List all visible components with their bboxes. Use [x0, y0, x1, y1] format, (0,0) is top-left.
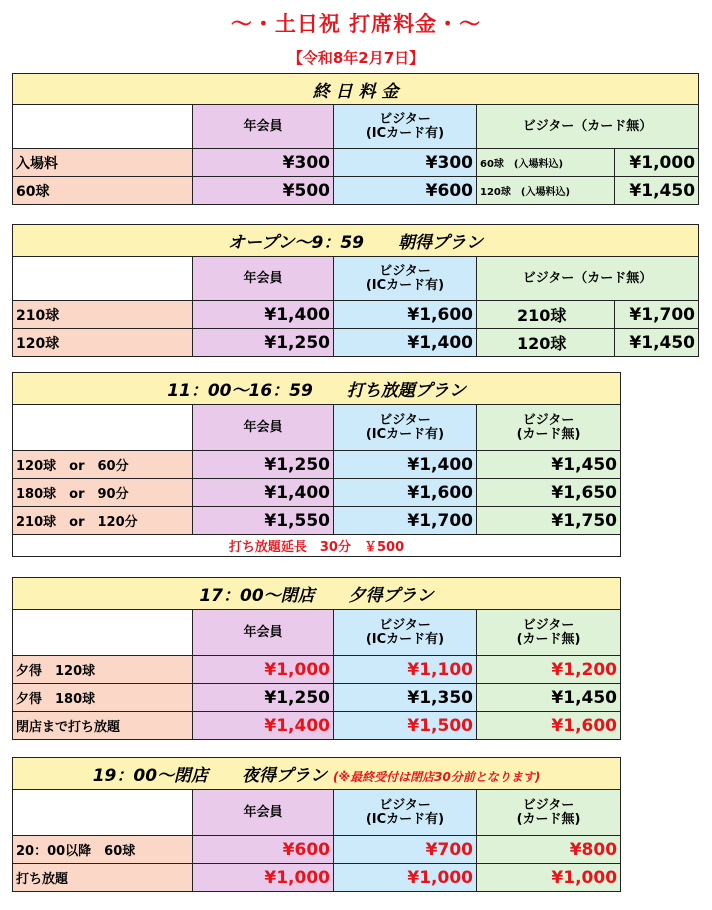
row-label: 60球 — [13, 177, 193, 205]
member-price: ¥300 — [193, 149, 334, 177]
visitor-ic-header: ビジター (ICカード有) — [334, 105, 477, 149]
visitor-nocard-price: ¥1,450 — [615, 177, 699, 205]
visitor-ic-header: ビジター (ICカード有) — [334, 257, 477, 301]
unlimited-plan-table — [12, 372, 621, 557]
table-row — [13, 864, 621, 892]
section-title: オープン～9：59 朝得プラン — [13, 225, 699, 257]
section-title: 17：00～閉店 夕得プラン — [13, 578, 621, 610]
visitor-ic-price: ¥700 — [334, 836, 477, 864]
section-title: 19：00～閉店 夜得プラン — [92, 766, 328, 786]
table-row — [13, 479, 621, 507]
row-label: 180球 or 90分 — [13, 479, 193, 507]
visitor-ic-price: ¥1,500 — [334, 712, 477, 740]
page-title: ～・土日祝 打席料金・～ — [230, 12, 482, 36]
member-price: ¥500 — [193, 177, 334, 205]
table-row — [13, 329, 699, 357]
row-label: 120球 or 60分 — [13, 451, 193, 479]
visitor-nocard-price: ¥1,450 — [615, 329, 699, 357]
visitor-ic-price: ¥1,000 — [334, 864, 477, 892]
blank-header-cell — [13, 257, 193, 301]
member-price: ¥1,550 — [193, 507, 334, 535]
visitor-ic-price: ¥1,700 — [334, 507, 477, 535]
nocard-note: 210球 — [477, 301, 615, 329]
visitor-ic-header: ビジター (ICカード有) — [334, 405, 477, 451]
member-price: ¥1,000 — [193, 656, 334, 684]
member-price: ¥1,250 — [193, 451, 334, 479]
visitor-ic-price: ¥1,600 — [334, 479, 477, 507]
visitor-nocard-price: ¥1,450 — [477, 684, 621, 712]
section-title: 11：00～16：59 打ち放題プラン — [13, 373, 621, 405]
nocard-note: 120球 (入場料込) — [477, 177, 615, 205]
evening-plan-table — [12, 577, 621, 740]
section-title-cell — [13, 758, 621, 790]
section-title: 終 日 料 金 — [13, 74, 699, 105]
visitor-nocard-price: ¥1,650 — [477, 479, 621, 507]
table-row — [13, 301, 699, 329]
visitor-nocard-header: ビジター（カード無） — [477, 105, 699, 149]
member-price: ¥1,400 — [193, 301, 334, 329]
member-price: ¥1,400 — [193, 712, 334, 740]
blank-header-cell — [13, 790, 193, 836]
visitor-nocard-price: ¥1,450 — [477, 451, 621, 479]
blank-header-cell — [13, 610, 193, 656]
visitor-nocard-price: ¥1,000 — [477, 864, 621, 892]
all-day-price-table — [12, 73, 699, 205]
member-header: 年会員 — [193, 610, 334, 656]
visitor-nocard-price: ¥1,700 — [615, 301, 699, 329]
extension-note: 打ち放題延長 30分 ￥500 — [13, 535, 621, 557]
effective-date: 【令和8年2月7日】 — [287, 49, 425, 67]
visitor-ic-price: ¥1,100 — [334, 656, 477, 684]
row-label: 入場料 — [13, 149, 193, 177]
row-label: 20：00以降 60球 — [13, 836, 193, 864]
blank-header-cell — [13, 405, 193, 451]
table-row — [13, 836, 621, 864]
visitor-ic-price: ¥1,350 — [334, 684, 477, 712]
table-row — [13, 451, 621, 479]
last-entry-note: (※最終受付は閉店30分前となります) — [332, 770, 541, 784]
nocard-note: 120球 — [477, 329, 615, 357]
blank-header-cell — [13, 105, 193, 149]
table-row — [13, 177, 699, 205]
member-price: ¥600 — [193, 836, 334, 864]
visitor-nocard-header: ビジター（カード無） — [477, 257, 699, 301]
row-label: 夕得 120球 — [13, 656, 193, 684]
member-price: ¥1,400 — [193, 479, 334, 507]
member-price: ¥1,250 — [193, 684, 334, 712]
visitor-nocard-header: ビジター (カード無) — [477, 790, 621, 836]
visitor-nocard-price: ¥1,750 — [477, 507, 621, 535]
visitor-nocard-price: ¥1,600 — [477, 712, 621, 740]
row-label: 210球 or 120分 — [13, 507, 193, 535]
visitor-ic-price: ¥1,400 — [334, 329, 477, 357]
table-row — [13, 507, 621, 535]
member-price: ¥1,250 — [193, 329, 334, 357]
member-price: ¥1,000 — [193, 864, 334, 892]
visitor-nocard-header: ビジター (カード無) — [477, 405, 621, 451]
visitor-nocard-price: ¥1,200 — [477, 656, 621, 684]
member-header: 年会員 — [193, 105, 334, 149]
member-header: 年会員 — [193, 405, 334, 451]
visitor-nocard-price: ¥1,000 — [615, 149, 699, 177]
row-label: 閉店まで打ち放題 — [13, 712, 193, 740]
visitor-ic-header: ビジター (ICカード有) — [334, 790, 477, 836]
visitor-ic-price: ¥300 — [334, 149, 477, 177]
row-label: 120球 — [13, 329, 193, 357]
nocard-note: 60球 (入場料込) — [477, 149, 615, 177]
visitor-ic-header: ビジター (ICカード有) — [334, 610, 477, 656]
table-row — [13, 656, 621, 684]
visitor-ic-price: ¥600 — [334, 177, 477, 205]
row-label: 夕得 180球 — [13, 684, 193, 712]
visitor-ic-price: ¥1,600 — [334, 301, 477, 329]
row-label: 210球 — [13, 301, 193, 329]
row-label: 打ち放題 — [13, 864, 193, 892]
table-row — [13, 149, 699, 177]
visitor-nocard-header: ビジター (カード無) — [477, 610, 621, 656]
morning-plan-table — [12, 224, 699, 357]
table-row — [13, 712, 621, 740]
member-header: 年会員 — [193, 790, 334, 836]
member-header: 年会員 — [193, 257, 334, 301]
table-row — [13, 684, 621, 712]
visitor-ic-price: ¥1,400 — [334, 451, 477, 479]
night-plan-table — [12, 757, 621, 892]
visitor-nocard-price: ¥800 — [477, 836, 621, 864]
